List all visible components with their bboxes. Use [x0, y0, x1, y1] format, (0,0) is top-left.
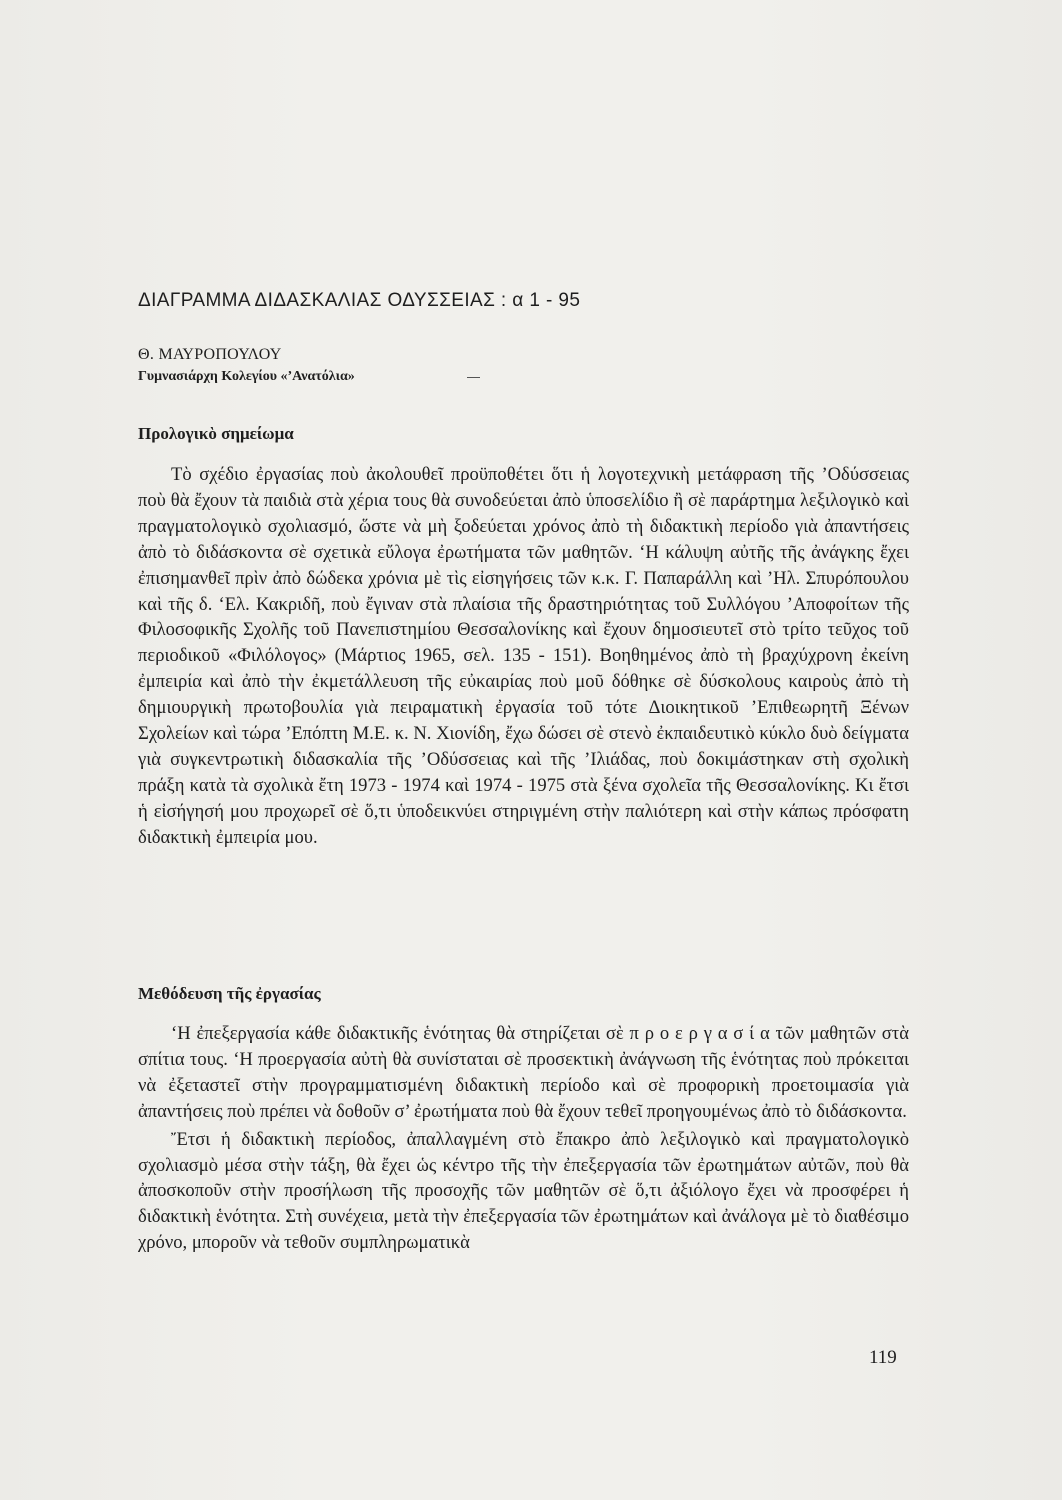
paragraph: Ἔτσι ἡ διδακτικὴ περίοδος, ἀπαλλαγμένη στὸ ἔπακρο ἀπὸ λεξιλογικὸ καὶ πραγματολογικὸ σχολιασμὸ μέσα στὴν τάξη, θὰ ἔχει ὡς κέντρο τῆς τὴν ἐπεξεργασία τῶν ἐρωτημάτων αὐτῶν, ποὺ θὰ ἀποσκοποῦν στὴν προσήλωση τῆς προσοχῆς τῶν μαθητῶν σὲ ὅ,τι ἀξιόλογο ἔχει νὰ προσφέρει ἡ διδακτικὴ ἑνότητα. Στὴ συνέχεια, μετὰ τὴν ἐπεξεργασία τῶν ἐρωτημάτων καὶ ἀνάλογα μὲ τὸ διαθέσιμο χρόνο, μποροῦν νὰ τεθοῦν συμπληρωματικὰ [138, 1128, 909, 1254]
section-body-prologue [138, 462, 909, 851]
section-heading-prologue: Προλογικὸ σημείωμα [138, 424, 294, 443]
author-affiliation: Γυμνασιάρχη Κολεγίου «’Ανατόλια» [138, 369, 355, 384]
article-title: ΔΙΑΓΡΑΜΜΑ ΔΙΔΑΣΚΑΛΙΑΣ ΟΔΥΣΣΕΙΑΣ : α 1 - 95 [138, 290, 581, 311]
author-name: Θ. ΜΑΥΡΟΠΟΥΛΟΥ [138, 346, 282, 363]
paragraph: ‘Η ἐπεξεργασία κάθε διδακτικῆς ἑνότητας θὰ στηρίζεται σὲ π ρ ο ε ρ γ α σ ί α τῶν μαθητῶν στὰ σπίτια τους. ‘Η προεργασία αὐτὴ θὰ συνίσταται σὲ προσεκτικὴ ἀνάγνωση τῆς ἑνότητας ποὺ πρόκειται νὰ ἐξεταστεῖ στὴν προγραμματισμένη διδακτικὴ περίοδο καὶ σὲ προφορικὴ προετοιμασία γιὰ ἀπαντήσεις ποὺ πρέπει νὰ δοθοῦν σ’ ἐρωτήματα ποὺ θὰ ἔχουν τεθεῖ προηγουμένως ἀπὸ τὸ διδάσκοντα. [138, 1023, 909, 1122]
paragraph: Τὸ σχέδιο ἐργασίας ποὺ ἀκολουθεῖ προϋποθέτει ὅτι ἡ λογοτεχνικὴ μετάφραση τῆς ’Οδύσσειας ποὺ θὰ ἔχουν τὰ παιδιὰ στὰ χέρια τους θὰ συνοδεύεται ἀπὸ ὑποσελίδιο ἢ σὲ παράρτημα λεξιλογικὸ καὶ πραγματολογικὸ σχολιασμό, ὥστε νὰ μὴ ξοδεύεται χρόνος ἀπὸ τὴ διδακτικὴ περίοδο γιὰ ἀπαντήσεις ἀπὸ τὸ διδάσκοντα σὲ σχετικὰ εὔλογα ἐρωτήματα τῶν μαθητῶν. ‘Η κάλυψη αὐτῆς τῆς ἀνάγκης ἔχει ἐπισημανθεῖ πρὶν ἀπὸ δώδεκα χρόνια μὲ τὶς εἰσηγήσεις τῶν κ.κ. Γ. Παπαράλλη καὶ ’Ηλ. Σπυρόπουλου καὶ τῆς δ. ‘Ελ. Κακριδῆ, ποὺ ἔγιναν στὰ πλαίσια τῆς δραστηριότητας τοῦ Συλλόγου ’Αποφοίτων τῆς Φιλοσοφικῆς Σχολῆς τοῦ Πανεπιστημίου Θεσσαλονίκης καὶ ἔχουν δημοσιευτεῖ στὸ τρίτο τεῦχος τοῦ περιοδικοῦ «Φιλόλογος» (Μάρτιος 1965, σελ. 135 - 151). Βοηθημένος ἀπὸ τὴ βραχύχρονη ἐκείνη ἐμπειρία καὶ ἀπὸ τὴν ἐκμετάλλευση τῆς εὐκαιρίας ποὺ μοῦ δόθηκε σὲ δύσκολους καιροὺς ἀπὸ τὴ δημιουργικὴ πρωτοβουλία γιὰ πειραματικὴ ἐργασία τοῦ τότε Διοικητικοῦ ’Επιθεωρητῆ Ξένων Σχολείων καὶ τώρα ’Επόπτη Μ.Ε. κ. Ν. Χιονίδη, ἔχω δώσει σὲ στενὸ ἐκπαιδευτικὸ κύκλο δυὸ δείγματα γιὰ συγκεντρωτικὴ διδασκαλία τῆς ’Οδύσσειας καὶ τῆς ’Ιλιάδας, ποὺ δοκιμάστηκαν στὴ σχολικὴ πράξη κατὰ τὰ σχολικὰ ἔτη 1973 - 1974 καὶ 1974 - 1975 στὰ ξένα σχολεῖα τῆς Θεσσαλονίκης. Κι ἔτσι ἡ εἰσήγησή μου προχωρεῖ σὲ ὅ,τι ὑποδεικνύει στηριγμένη στὴν παλιότερη καὶ στὴν κάπως πρόσφατη διδακτικὴ ἐμπειρία μου. [138, 464, 909, 848]
page-number: 119 [869, 1347, 897, 1368]
section-body-method [138, 1021, 909, 1256]
decorative-dash [467, 377, 480, 378]
section-heading-method: Μεθόδευση τῆς ἐργασίας [138, 984, 321, 1003]
